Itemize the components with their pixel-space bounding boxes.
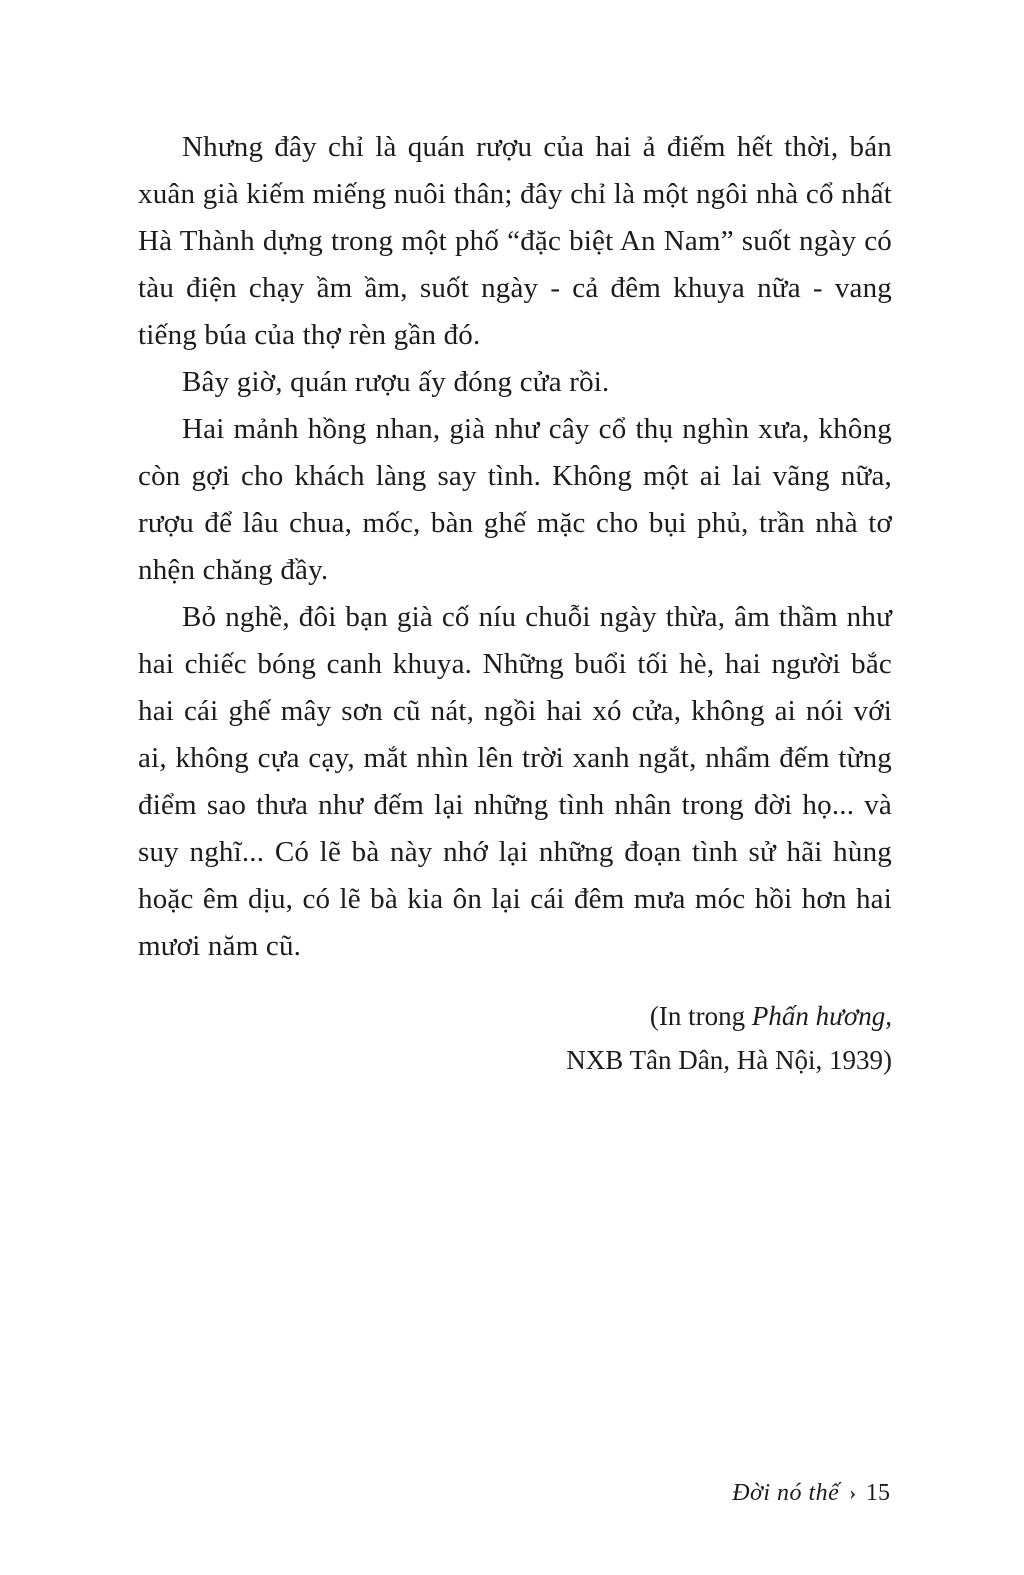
paragraph-3: Hai mảnh hồng nhan, già như cây cổ thụ nghìn xưa, không còn gợi cho khách làng say tình. Không một ai lai vãng nữa, rượu để lâu chua, mốc, bàn ghế mặc cho bụi phủ, trần nhà tơ nhện chăng đầy. (138, 413, 892, 586)
paragraph-2: Bây giờ, quán rượu ấy đóng cửa rồi. (182, 366, 610, 398)
body-text (138, 124, 892, 1082)
paragraph-1: Nhưng đây chỉ là quán rượu của hai ả điếm hết thời, bán xuân già kiếm miếng nuôi thân; đây chỉ là một ngôi nhà cổ nhất Hà Thành dựng trong một phố “đặc biệt An Nam” suốt ngày có tàu điện chạy ầm ầm, suốt ngày - cả đêm khuya nữa - vang tiếng búa của thợ rèn gần đó. (138, 131, 892, 351)
attribution-line-2: NXB Tân Dân, Hà Nội, 1939) (566, 1045, 892, 1075)
paragraph-4: Bỏ nghề, đôi bạn già cố níu chuỗi ngày thừa, âm thầm như hai chiếc bóng canh khuya. Những buổi tối hè, hai người bắc hai cái ghế mây sơn cũ nát, ngồi hai xó cửa, không ai nói với ai, không cựa cạy, mắt nhìn lên trời xanh ngắt, nhẩm đếm từng điểm sao thưa như đếm lại những tình nhân trong đời họ... và suy nghĩ... Có lẽ bà này nhớ lại những đoạn tình sử hãi hùng hoặc êm dịu, có lẽ bà kia ôn lại cái đêm mưa móc hồi hơn hai mươi năm cũ. (138, 601, 892, 962)
attribution (138, 994, 892, 1082)
attribution-prefix: (In trong (649, 1001, 752, 1031)
page-footer (732, 1478, 890, 1508)
attribution-line-1 (138, 994, 892, 1038)
attribution-work-title: Phấn hương, (751, 1001, 892, 1031)
footer-separator-icon: › (849, 1482, 856, 1504)
footer-book-title: Đời nó thế (732, 1480, 840, 1506)
footer-page-number: 15 (866, 1480, 890, 1506)
